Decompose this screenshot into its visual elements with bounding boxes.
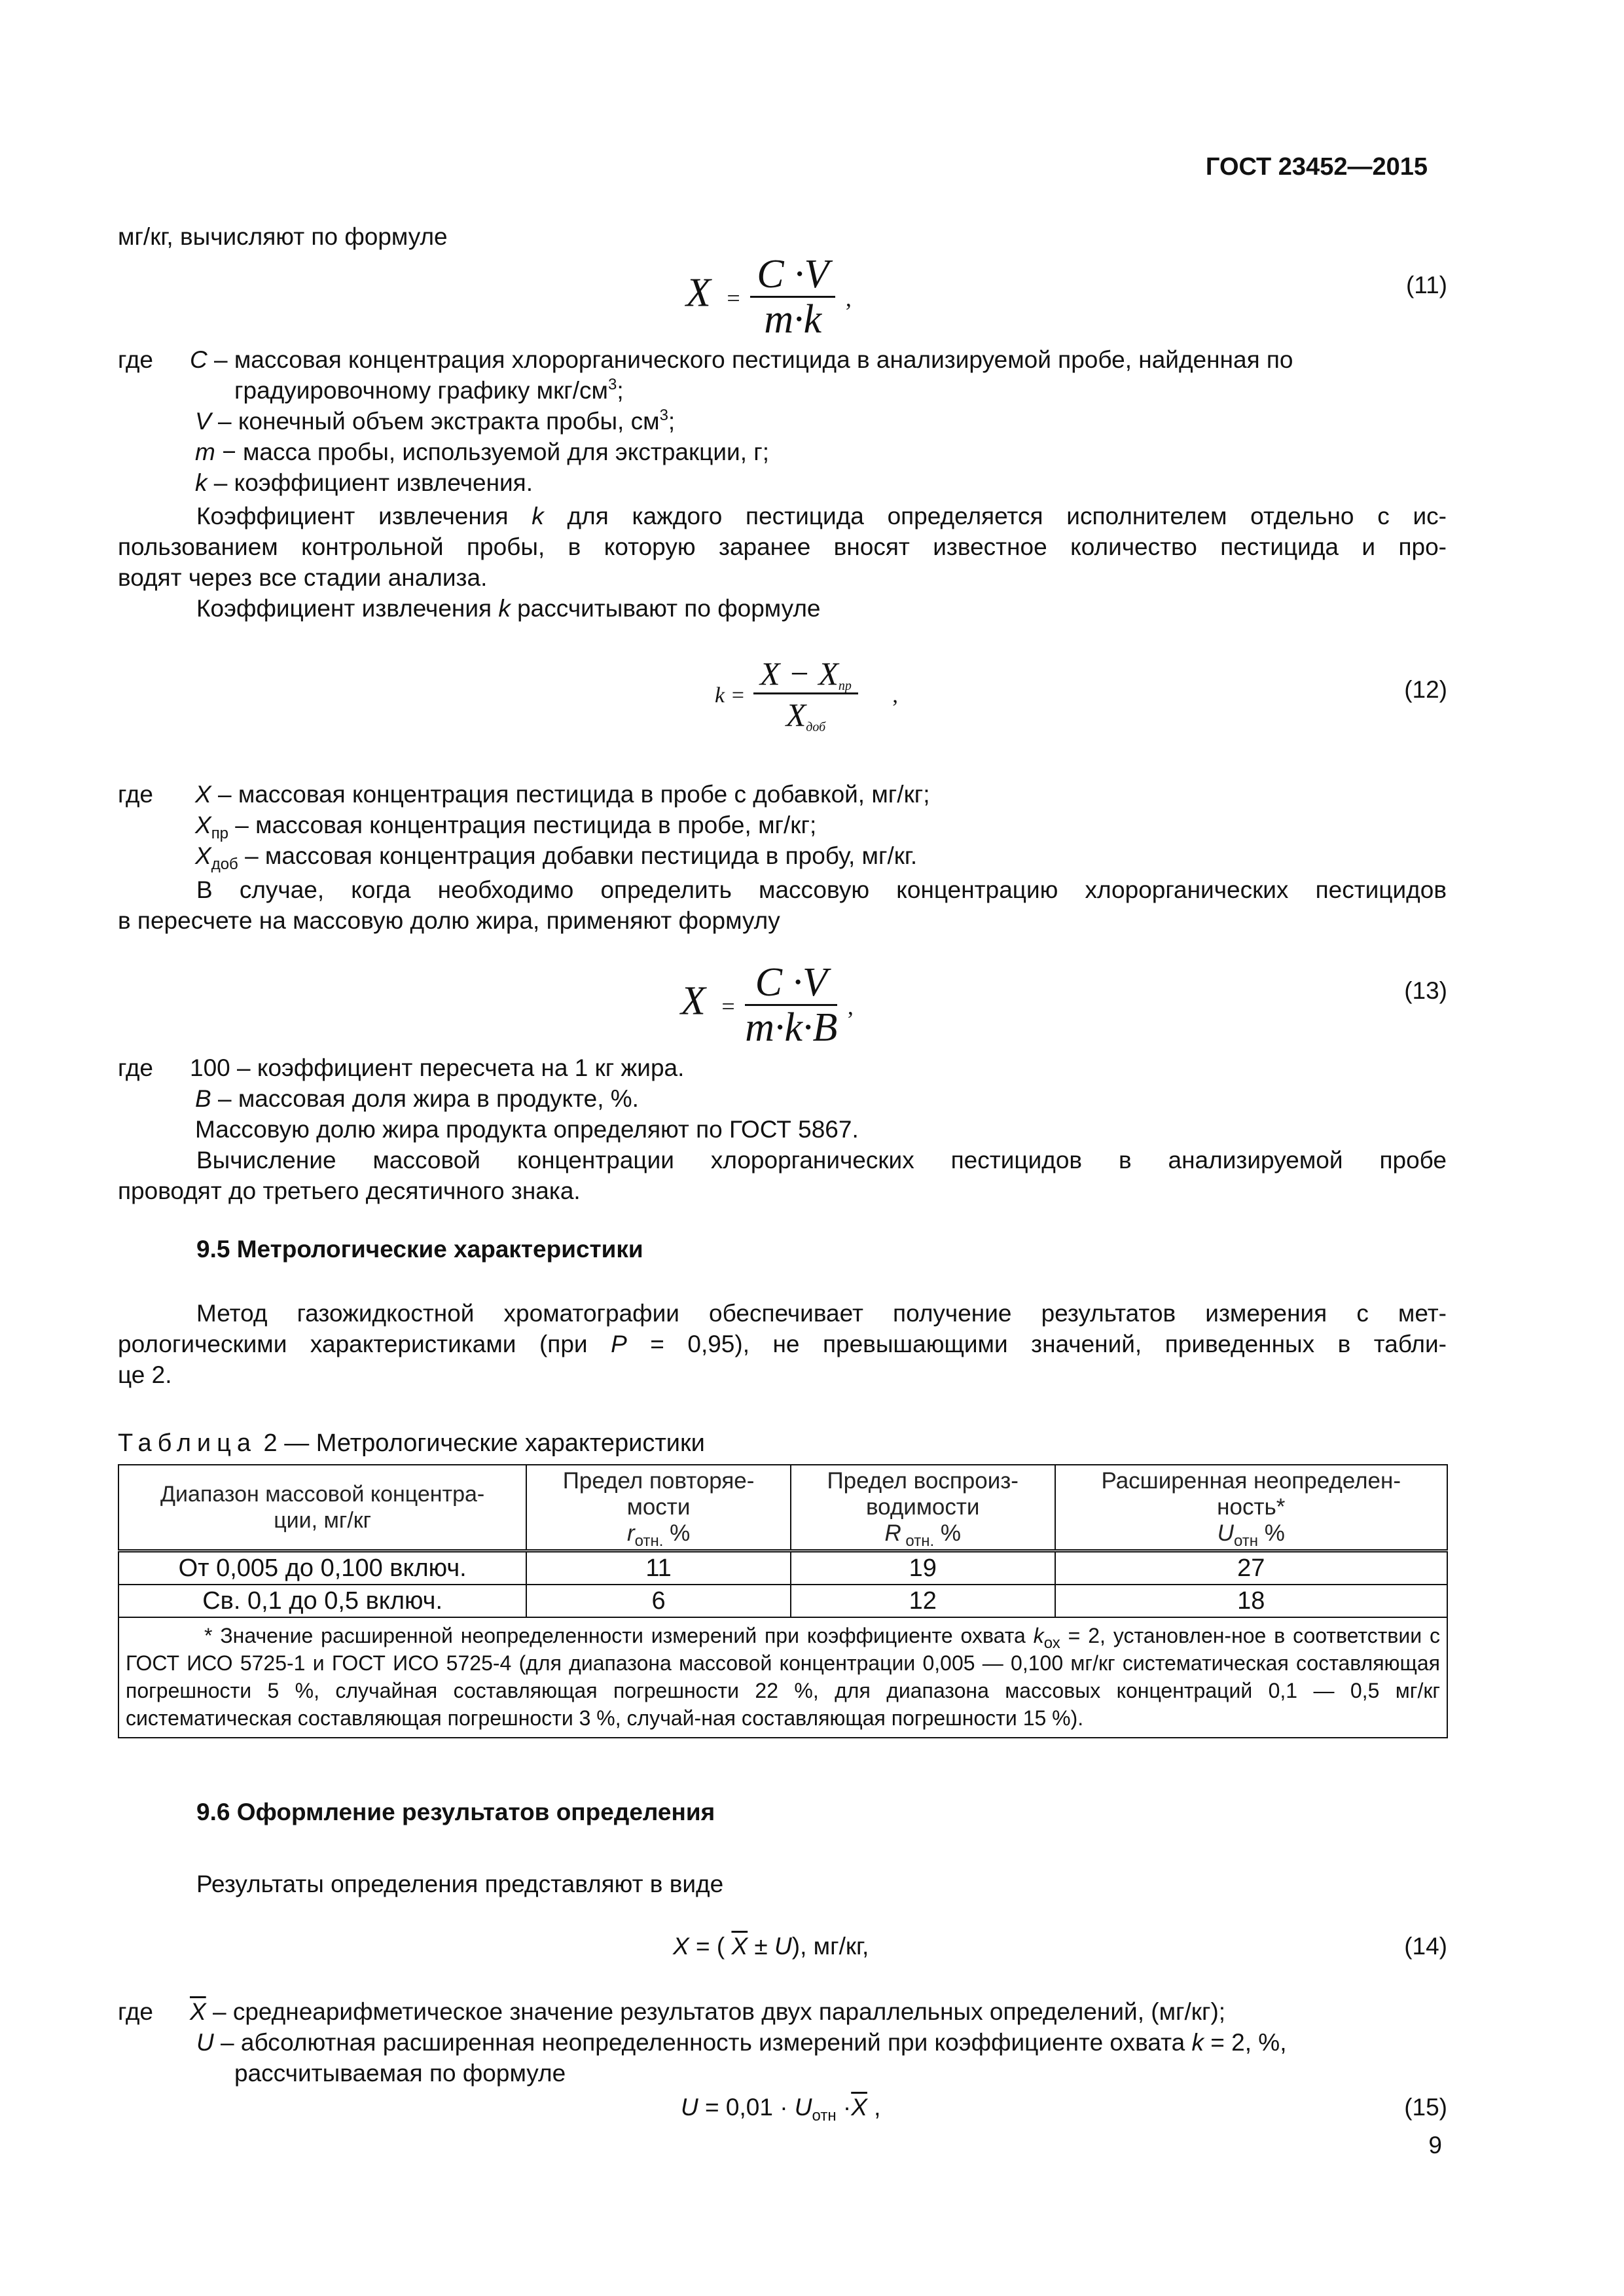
- equation-number-11: (11): [1405, 272, 1447, 298]
- equation-number-12: (12): [1404, 676, 1447, 703]
- table-cell: 27: [1055, 1551, 1447, 1585]
- formula-13-denominator: m·k·B: [745, 1005, 838, 1050]
- where-U-line2: рассчитываемая по формуле: [234, 2060, 566, 2087]
- formula-11-punct: ,: [845, 285, 852, 312]
- calc-line1: Вычисление массовой концентрации хлорорганических пестицидов в анализируемой пробе: [196, 1147, 1447, 1174]
- symbol-C: C: [190, 346, 208, 373]
- equation-number-13: (13): [1404, 977, 1447, 1004]
- formula-12-fraction: [753, 655, 858, 735]
- table-header-uncertainty: Расширенная неопределен- ность* $U_{отн}$ %: [1055, 1465, 1447, 1551]
- where-k: k – коэффициент извлечения.: [195, 469, 533, 496]
- formula-11-numerator: C ·V: [750, 253, 835, 298]
- formula-15: $U = 0,01 \cdot U_{отн} \cdot\overline{X}$ ,: [681, 2094, 881, 2125]
- table-header-repeatability: Предел повторяе- мости $r_{отн.}$ %: [526, 1465, 791, 1551]
- para-k-line2: пользованием контрольной пробы, в которую заранее вносят известное количество пестицида и про-: [118, 533, 1447, 560]
- formula-11: X = $\frac{C \cdot V}{m\cdot k}$ ,: [686, 252, 852, 342]
- formula-14: X = ( $\overline{X} \pm U$), мг/кг,: [673, 1933, 869, 1960]
- where-X: X – массовая концентрация пестицида в пробе с добавкой, мг/кг;: [195, 781, 930, 808]
- where-100: 100 – коэффициент пересчета на 1 кг жира.: [190, 1054, 685, 1081]
- where-label-14: где: [118, 1998, 154, 2025]
- where-xbar: $\overline{X}$ – среднеарифметическое значение результатов двух параллельных определений, (мг/кг);: [190, 1998, 1226, 2025]
- table-2-caption: Таблица 2 — Метрологические характеристики: [118, 1429, 705, 1457]
- table-cell: 12: [791, 1585, 1055, 1617]
- formula-12-numerator: $X - X_{пр}$: [753, 655, 858, 694]
- para-k-line1: Коэффициент извлечения k для каждого пестицида определяется исполнителем отдельно с ис-: [196, 503, 1447, 529]
- calc-line2: проводят до третьего десятичного знака.: [118, 1177, 581, 1204]
- where-C-line1: C – массовая концентрация хлорорганического пестицида в анализируемой пробе, найденная по: [190, 346, 1293, 373]
- where-B: B – массовая доля жира в продукте, %.: [195, 1085, 639, 1112]
- table-header-reproducibility: Предел воспроиз- водимости R $_{отн.}$ %: [791, 1465, 1055, 1551]
- equation-number-14: (14): [1404, 1933, 1447, 1960]
- fat-method: Массовую долю жира продукта определяют по ГОСТ 5867.: [195, 1116, 859, 1143]
- para-fat-line1: В случае, когда необходимо определить массовую концентрацию хлорорганических пестицидов: [196, 876, 1447, 903]
- para-k2: Коэффициент извлечения k рассчитывают по формуле: [196, 595, 821, 622]
- where-label-13: где: [118, 1054, 154, 1081]
- table-footnote: * Значение расширенной неопределенности измерений при коэффициенте охвата $k_{ох} = 2$, установлен-ное в соответствии с ГОСТ ИСО 5725-1 и ГОСТ ИСО 5725-4 (для диапазона массовой концентрации 0,005 — 0,100 мг/кг систематическая составляющая погрешности 5 %, случайная составляющая погрешности 22 %, для диапазона массовых концентраций 0,1 — 0,5 мг/кг систематическая составляющая погрешности 3 %, случай-ная составляющая погрешности 15 %).: [118, 1617, 1447, 1738]
- formula-12: k = $\frac{X - X_{пр}}{X_{доб}}$ ,: [715, 655, 898, 734]
- formula-11-fraction: [750, 253, 835, 341]
- where-U-line1: U – абсолютная расширенная неопределенность измерений при коэффициенте охвата k = 2, %,: [196, 2029, 1287, 2056]
- where-label-11: где: [118, 346, 154, 373]
- formula-13-numerator: C ·V: [745, 961, 837, 1006]
- section-9-6-title: 9.6 Оформление результатов определения: [196, 1799, 715, 1825]
- where-label-12: где: [118, 781, 154, 808]
- table-cell: 18: [1055, 1585, 1447, 1617]
- table-row: [118, 1551, 1447, 1585]
- xbar-symbol: $\overline{X}$: [731, 1933, 748, 1960]
- where-Xdob: $X_{доб}$ – массовая концентрация добавки пестицида в пробу, мг/кг.: [195, 842, 918, 873]
- where-Xpr: $X_{пр}$ – массовая концентрация пестицида в пробе, мг/кг;: [195, 812, 817, 842]
- section-9-5-line3: це 2.: [118, 1361, 172, 1388]
- table-footnote-row: [118, 1617, 1447, 1738]
- section-9-5-title: 9.5 Метрологические характеристики: [196, 1236, 643, 1263]
- equation-number-15: (15): [1404, 2094, 1447, 2121]
- page-number: 9: [1428, 2132, 1442, 2159]
- table-cell: 11: [526, 1551, 791, 1585]
- formula-11-denominator: m·k: [764, 297, 822, 342]
- section-9-5-line2: рологическими характеристиками (при P = 0,95), не превышающими значений, приведенных в табли-: [118, 1331, 1447, 1357]
- table-header-row: [118, 1465, 1447, 1551]
- formula-11-lhs: X: [686, 270, 711, 315]
- formula-12-lhs: k =: [715, 683, 746, 708]
- where-C-line2: градуировочному графику мкг/$см^3$;: [234, 376, 624, 404]
- intro-line: мг/кг, вычисляют по формуле: [118, 223, 448, 250]
- table-cell: 19: [791, 1551, 1055, 1585]
- where-m: m − масса пробы, используемой для экстракции, г;: [195, 439, 770, 465]
- para-fat-line2: в пересчете на массовую долю жира, применяют формулу: [118, 907, 780, 934]
- table-row: [118, 1585, 1447, 1617]
- table-header-range: Диапазон массовой концентра- ции, мг/кг: [118, 1465, 526, 1551]
- section-9-6-intro: Результаты определения представляют в виде: [196, 1871, 724, 1897]
- where-V: V – конечный объем экстракта пробы, $см^3$;: [195, 406, 676, 435]
- formula-13-lhs: X: [681, 978, 706, 1024]
- section-9-5-line1: Метод газожидкостной хроматографии обеспечивает получение результатов измерения с мет-: [196, 1300, 1447, 1327]
- formula-13-fraction: [745, 961, 837, 1049]
- formula-13: X = $\frac{C \cdot V}{m\cdot k\cdot B}$ ,: [681, 960, 854, 1050]
- table-cell: Св. 0,1 до 0,5 включ.: [118, 1585, 526, 1617]
- table-cell: От 0,005 до 0,100 включ.: [118, 1551, 526, 1585]
- document-header: ГОСТ 23452—2015: [1205, 153, 1428, 181]
- metrology-table: [118, 1464, 1448, 1738]
- table-cell: 6: [526, 1585, 791, 1617]
- para-k-line3: водят через все стадии анализа.: [118, 564, 488, 591]
- formula-12-denominator: $X_{доб}$: [785, 696, 826, 734]
